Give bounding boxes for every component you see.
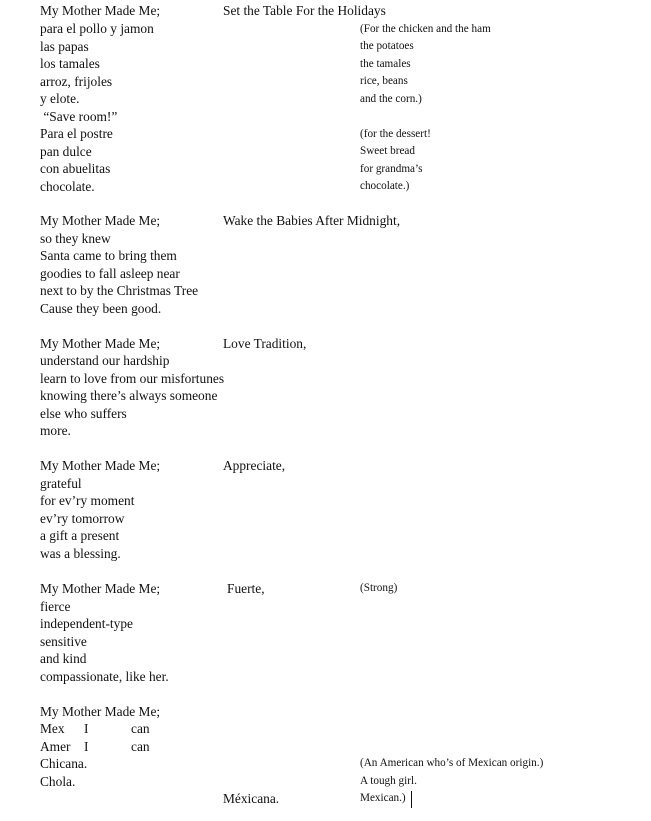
poem-line: ev’ry tomorrow — [40, 511, 125, 526]
stanza-title: Set the Table For the Holidays — [223, 3, 386, 18]
poem-line: more. — [40, 423, 71, 438]
stanza-heading: My Mother Made Me; — [40, 213, 161, 228]
stanza-title: Fuerte, — [227, 581, 265, 596]
stanza-heading: My Mother Made Me; — [40, 704, 161, 719]
poem-line: pan dulce — [40, 144, 92, 159]
poem-line: y elote. — [40, 91, 80, 106]
poem-line: grateful — [40, 476, 82, 491]
poem-line: for ev’ry moment — [40, 493, 135, 508]
poem-line: Amer — [40, 739, 71, 754]
poem-word: can — [131, 721, 150, 736]
poem-line: understand our hardship — [40, 353, 170, 368]
poem-line: was a blessing. — [40, 546, 121, 561]
stanza-heading: My Mother Made Me; — [40, 3, 161, 18]
poem-line: Mex — [40, 721, 65, 736]
translation-line: the tamales — [360, 58, 411, 70]
stanza-heading: My Mother Made Me; — [40, 458, 161, 473]
poem-line: next to by the Christmas Tree — [40, 283, 199, 298]
poem-line: los tamales — [40, 56, 100, 71]
poem-line: and kind — [40, 651, 87, 666]
poem-line: else who suffers — [40, 406, 127, 421]
poem-word: I — [84, 721, 89, 736]
poem-line: independent-type — [40, 616, 133, 631]
translation-line: Sweet bread — [360, 145, 415, 157]
translation-line: Mexican.) — [360, 792, 406, 804]
poem-word: can — [131, 739, 150, 754]
poem-line: sensitive — [40, 634, 87, 649]
poem-line: so they knew — [40, 231, 111, 246]
stanza-title: Love Tradition, — [223, 336, 307, 351]
translation-line: (for the dessert! — [360, 128, 431, 140]
poem-line: Para el postre — [40, 126, 113, 141]
poem-line: a gift a present — [40, 528, 120, 543]
poem-line: “Save room!” — [40, 109, 118, 124]
translation-line: rice, beans — [360, 75, 408, 87]
translation-line: A tough girl. — [360, 775, 417, 787]
poem-line: chocolate. — [40, 179, 95, 194]
translation-line: (An American who’s of Mexican origin.) — [360, 757, 544, 769]
translation-line: and the corn.) — [360, 93, 422, 105]
poem-line: Santa came to bring them — [40, 248, 177, 263]
translation-line: for grandma’s — [360, 163, 423, 175]
stanza-heading: My Mother Made Me; — [40, 336, 161, 351]
poem-line: goodies to fall asleep near — [40, 266, 180, 281]
poem-line: Chicana. — [40, 756, 88, 771]
poem-word: I — [84, 739, 89, 754]
translation-line: chocolate.) — [360, 180, 410, 192]
translation-line: (For the chicken and the ham — [360, 23, 491, 35]
poem-line: compassionate, like her. — [40, 669, 169, 684]
translation-line: (Strong) — [360, 582, 398, 594]
poem-line: Cause they been good. — [40, 301, 162, 316]
poem-line: arroz, frijoles — [40, 74, 113, 89]
poem-line: con abuelitas — [40, 161, 111, 176]
stanza-heading: My Mother Made Me; — [40, 581, 161, 596]
poem-line: para el pollo y jamon — [40, 21, 154, 36]
poem-line: Chola. — [40, 774, 76, 789]
poem-line: fierce — [40, 599, 71, 614]
stanza-title: Appreciate, — [223, 458, 286, 473]
poem-line: knowing there’s always someone — [40, 388, 218, 403]
poem-line: learn to love from our misfortunes — [40, 371, 225, 386]
stanza-title: Wake the Babies After Midnight, — [223, 213, 401, 228]
poem-line: las papas — [40, 39, 89, 54]
text-cursor — [411, 791, 412, 808]
translation-line: the potatoes — [360, 40, 414, 52]
poem-word: Méxicana. — [223, 791, 280, 806]
